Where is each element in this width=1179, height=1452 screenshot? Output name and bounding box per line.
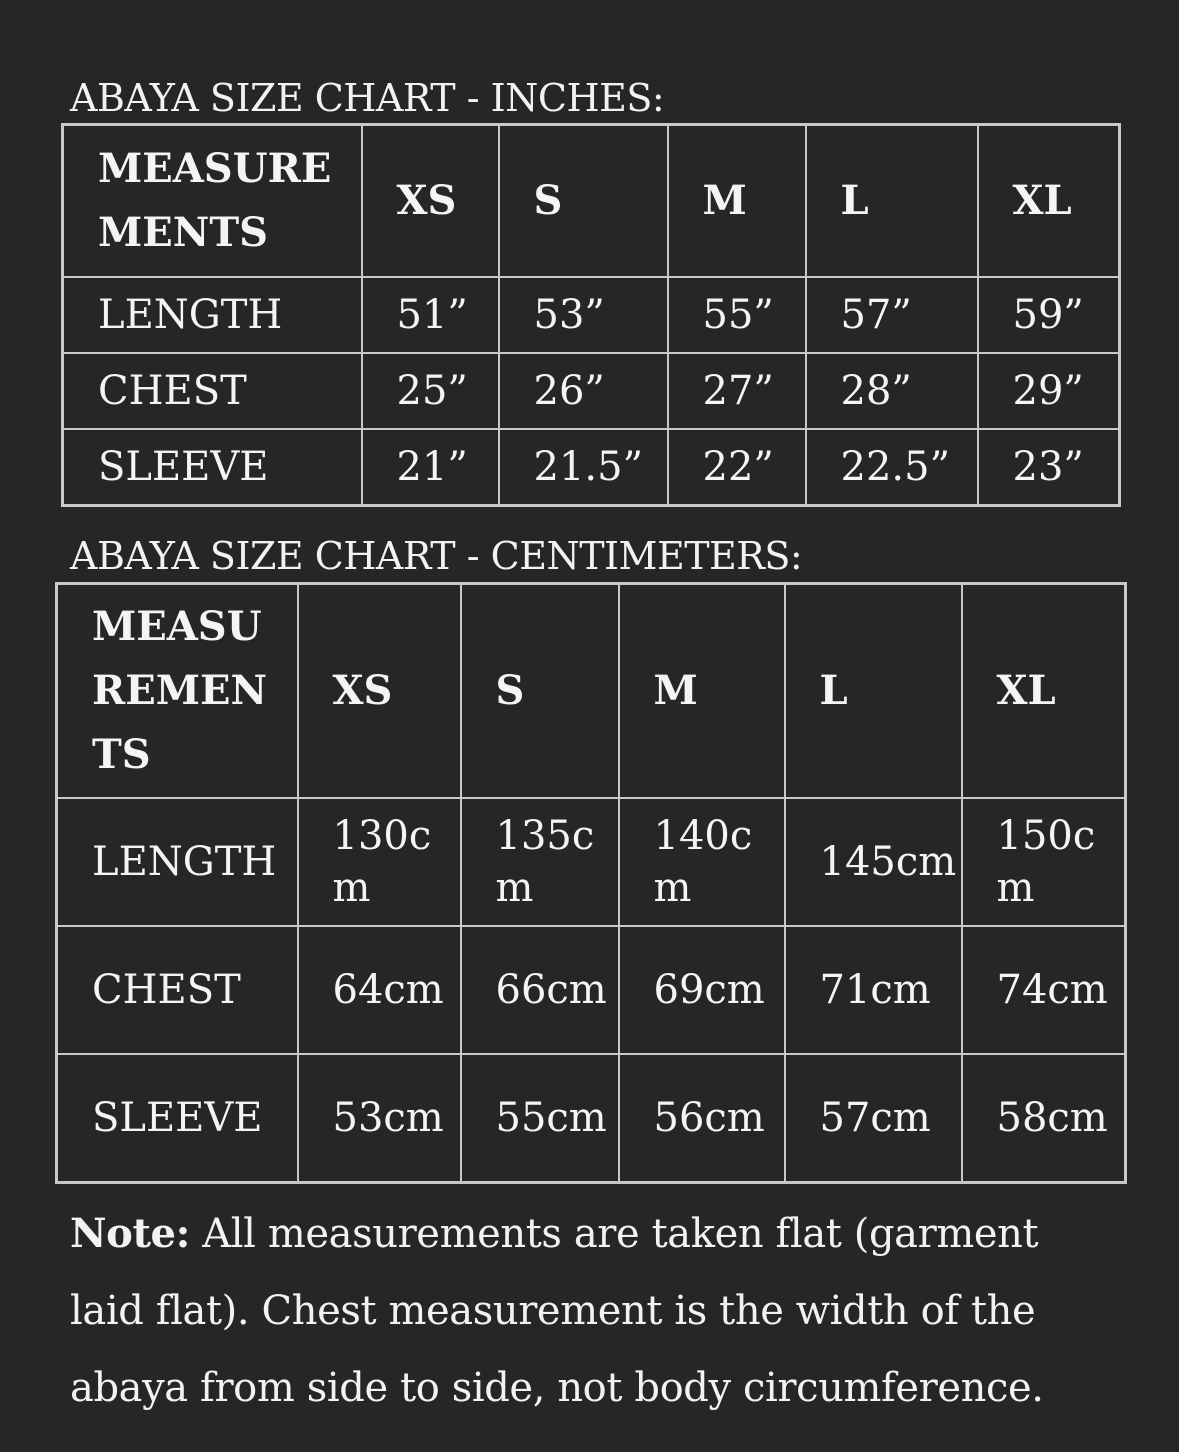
row-label-sleeve: SLEEVE	[63, 429, 362, 506]
inches-chart-title: ABAYA SIZE CHART - INCHES:	[70, 76, 665, 120]
inches-size-table	[61, 123, 1121, 507]
table-cell: 55”	[668, 277, 806, 353]
table-cell: 55cm	[461, 1054, 619, 1183]
table-cell: 58cm	[962, 1054, 1126, 1183]
row-label-length: LENGTH	[63, 277, 362, 353]
row-label-sleeve: SLEEVE	[57, 1054, 298, 1183]
table-cell: 66cm	[461, 926, 619, 1054]
header-m: M	[619, 584, 785, 799]
cm-size-table	[55, 582, 1127, 1184]
header-xs: XS	[298, 584, 461, 799]
table-row	[57, 1054, 1126, 1183]
table-cell: 57cm	[785, 1054, 962, 1183]
table-cell: 59”	[978, 277, 1120, 353]
header-s: S	[499, 125, 668, 278]
row-label-length: LENGTH	[57, 798, 298, 926]
table-row	[57, 798, 1126, 926]
header-xl: XL	[962, 584, 1126, 799]
header-m: M	[668, 125, 806, 278]
table-header-row	[63, 125, 1120, 278]
table-cell: 56cm	[619, 1054, 785, 1183]
table-header-row	[57, 584, 1126, 799]
note-label: Note:	[70, 1210, 190, 1257]
table-cell: 26”	[499, 353, 668, 429]
table-cell: 140cm	[619, 798, 785, 926]
header-xl: XL	[978, 125, 1120, 278]
table-cell: 29”	[978, 353, 1120, 429]
header-measurements: MEASURE MENTS	[63, 125, 362, 278]
row-label-chest: CHEST	[57, 926, 298, 1054]
table-cell: 27”	[668, 353, 806, 429]
table-row	[57, 926, 1126, 1054]
table-cell: 57”	[806, 277, 978, 353]
table-cell: 21.5”	[499, 429, 668, 506]
table-cell: 23”	[978, 429, 1120, 506]
table-cell: 25”	[362, 353, 499, 429]
header-xs: XS	[362, 125, 499, 278]
cm-chart-title: ABAYA SIZE CHART - CENTIMETERS:	[70, 534, 803, 578]
table-cell: 51”	[362, 277, 499, 353]
table-row	[63, 353, 1120, 429]
table-cell: 69cm	[619, 926, 785, 1054]
note-text: All measurements are taken flat (garment laid flat). Chest measurement is the width of the abaya from side to side, not body circumference.	[70, 1211, 1044, 1411]
table-cell: 28”	[806, 353, 978, 429]
table-cell: 64cm	[298, 926, 461, 1054]
table-cell: 21”	[362, 429, 499, 506]
table-cell: 130cm	[298, 798, 461, 926]
table-cell: 53”	[499, 277, 668, 353]
table-cell: 71cm	[785, 926, 962, 1054]
table-row	[63, 429, 1120, 506]
table-cell: 150cm	[962, 798, 1126, 926]
row-label-chest: CHEST	[63, 353, 362, 429]
header-measurements: MEASUREMENTS	[57, 584, 298, 799]
measurement-note	[70, 1195, 1120, 1427]
table-cell: 74cm	[962, 926, 1126, 1054]
table-cell: 53cm	[298, 1054, 461, 1183]
header-l: L	[785, 584, 962, 799]
table-cell: 22”	[668, 429, 806, 506]
table-cell: 145cm	[785, 798, 962, 926]
table-cell: 22.5”	[806, 429, 978, 506]
header-s: S	[461, 584, 619, 799]
table-row	[63, 277, 1120, 353]
table-cell: 135cm	[461, 798, 619, 926]
header-l: L	[806, 125, 978, 278]
